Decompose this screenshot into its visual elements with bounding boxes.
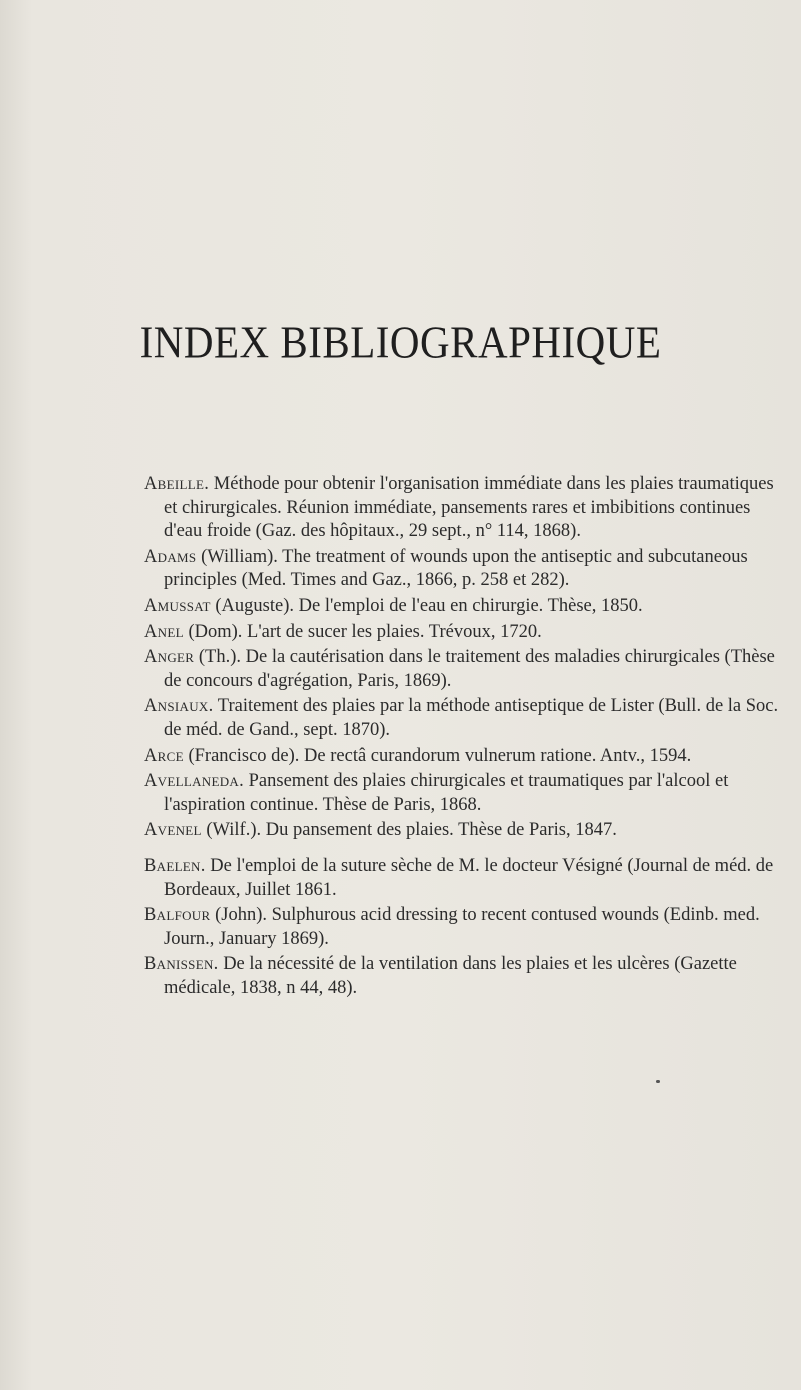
entry-author: Baelen. [144,855,206,876]
entry-text: (Wilf.). Du pansement des plaies. Thèse de Paris, 1847. [206,820,617,841]
bibliography-entry [144,855,784,902]
bibliography-entry [144,770,784,817]
entry-text: Traitement des plaies par la méthode antiseptique de Lister (Bull. de la Soc. de méd. de Gand., sept. 1870). [164,696,779,740]
entry-text: (William). The treatment of wounds upon the antiseptic and subcutaneous principles (Med. Times and Gaz., 1866, p. 258 et 282). [164,546,748,591]
entry-author: Anel [144,621,184,642]
entry-text: (Dom). L'art de sucer les plaies. Trévoux, 1720. [188,621,542,642]
entry-author: Anger [144,647,195,668]
page-title: INDEX BIBLIOGRAPHIQUE [139,316,662,368]
bibliography-entry [144,595,784,619]
entry-author: Avellaneda. [144,771,244,792]
entry-text: De l'emploi de la suture sèche de M. le docteur Vésigné (Journal de méd. de Bordeaux, Juillet 1861. [164,855,774,900]
entry-author: Amussat [144,595,211,616]
entry-author: Avenel [144,820,202,841]
entry-text: (Th.). De la cautérisation dans le traitement des maladies chirurgicales (Thèse de concours d'agrégation, Paris, 1869). [164,647,775,691]
entry-text: (Auguste). De l'emploi de l'eau en chirurgie. Thèse, 1850. [215,595,643,616]
bibliography-entry [144,953,784,1000]
entry-text: Méthode pour obtenir l'organisation immédiate dans les plaies traumatiques et chirurgicales. Réunion immédiate, pansements rares et imbibitions continues d'eau froide (Gaz. des hôpitaux., 29 sept., n° 114, 1868). [164,474,774,542]
entry-author: Balfour [144,905,211,926]
bibliography-entry [144,695,784,742]
entry-author: Ansiaux. [144,696,214,717]
entry-author: Adams [144,546,197,567]
entry-text: (John). Sulphurous acid dressing to recent contused wounds (Edinb. med. Journ., January 1869). [164,905,760,949]
entry-text: (Francisco de). De rectâ curandorum vulnerum ratione. Antv., 1594. [188,745,692,766]
bibliography-entry [144,473,784,544]
entry-text: Pansement des plaies chirurgicales et traumatiques par l'alcool et l'aspiration continue. Thèse de Paris, 1868. [164,771,729,815]
bibliography-entry [144,546,784,593]
bibliography-entry [144,819,784,843]
bibliography-entry [144,646,784,693]
entry-author: Arce [144,745,184,766]
entry-text: De la nécessité de la ventilation dans les plaies et les ulcères (Gazette médicale, 1838, n 44, 48). [164,954,737,998]
bibliography-entry [144,904,784,951]
bibliography-list [144,473,784,1002]
entry-author: Banissen. [144,954,219,975]
bibliography-entry [144,745,784,769]
bibliography-entry [144,621,784,645]
entry-author: Abeille. [144,474,210,494]
ink-speck [656,1080,660,1083]
